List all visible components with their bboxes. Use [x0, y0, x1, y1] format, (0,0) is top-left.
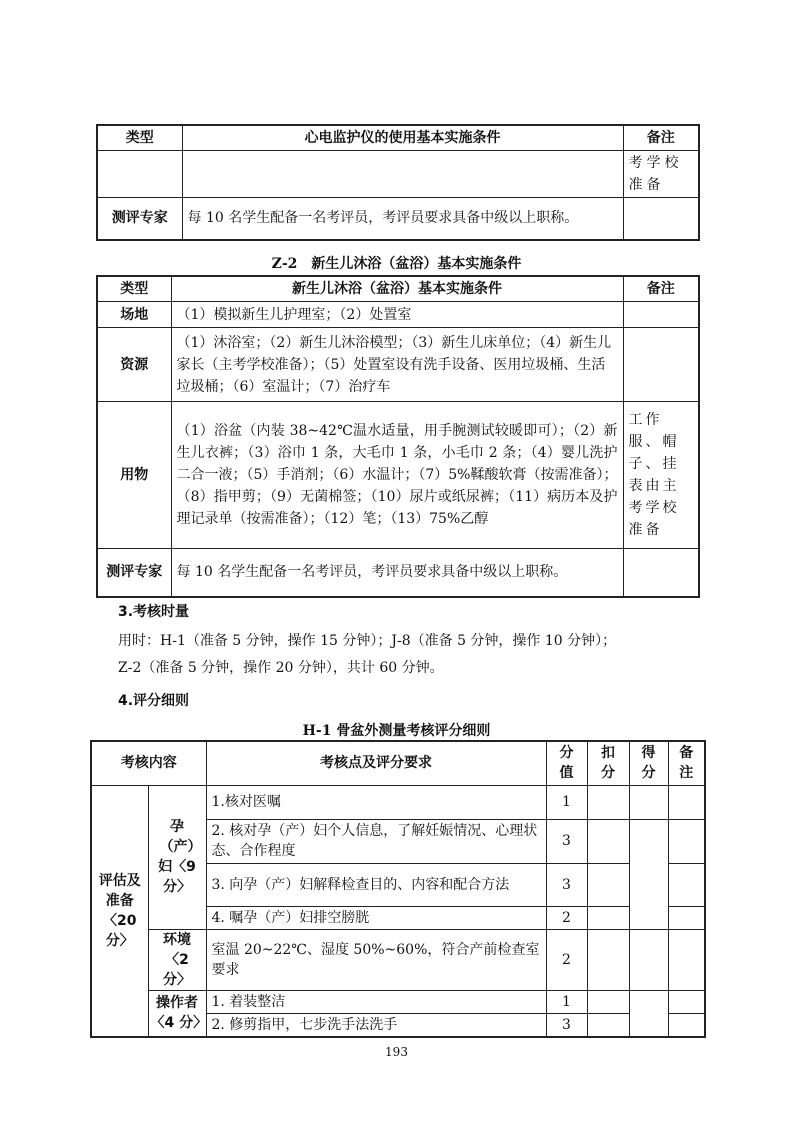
section3-line2: Z-2（准备 5 分钟，操作 20 分钟），共计 60 分钟。	[118, 660, 444, 676]
section4-heading: 4.评分细则	[118, 693, 190, 709]
header-note: 备注	[668, 741, 705, 785]
subgroup-cell: 操作者〈4 分〉	[148, 990, 206, 1037]
page-number: 193	[385, 1045, 408, 1059]
z2-title: Z-2 新生儿沐浴（盆浴）基本实施条件	[271, 256, 522, 272]
table-row: 用物 （1）浴盆（内装 38~42℃温水适量，用手腕测试较暖即可）；（2）新生儿衣裤；（3）浴巾 1 条，大毛巾 1 条，小毛巾 2 条；（4）婴儿洗护二合一液；（5）手消剂；（6）水温计；（7）5%鞣酸软膏（按需准备）；（8）指甲剪；（9）无菌棉签；（10）尿片或纸尿裤；（11）病历本及护理记录单（按需准备）；（12）笔；（13）75%乙醇 工作服、帽子、挂表由主考学校准备	[97, 402, 699, 549]
section3-line1: 用时：H-1（准备 5 分钟，操作 15 分钟）；J-8（准备 5 分钟，操作 10 分钟）；	[118, 633, 617, 649]
header-score: 分值	[546, 741, 587, 785]
header-type: 类型	[97, 276, 171, 302]
group-cell: 评估及准备〈20 分〉	[91, 785, 148, 1037]
table-row: 3. 向孕（产）妇解释检查目的、内容和配合方法 3	[91, 863, 705, 906]
table-row: 环境〈2 分〉 室温 20~22℃、湿度 50%~60%，符合产前检查室要求 2	[91, 929, 705, 990]
table-row: 2. 核对孕（产）妇个人信息，了解妊娠情况、心理状态、合作程度 3	[91, 819, 705, 863]
table-h1-scoring	[90, 740, 706, 1038]
table-row: 2. 修剪指甲，七步洗手法洗手 3	[91, 1013, 705, 1037]
text-cell: 每 10 名学生配备一名考评员，考评员要求具备中级以上职称。	[182, 198, 623, 240]
h1-title: H-1 骨盆外测量考核评分细则	[302, 723, 491, 739]
table-row: 资源 （1）沐浴室；（2）新生儿沐浴模型；（3）新生儿床单位；（4）新生儿家长（主考学校准备）；（5）处置室设有洗手设备、医用垃圾桶、生活垃圾桶；（6）室温计；（7）治疗车	[97, 328, 699, 402]
header-type: 类型	[97, 125, 182, 151]
table-row: 评估及准备〈20 分〉 孕（产）妇〈9 分〉 1.核对医嘱 1	[91, 785, 705, 819]
header-note: 备注	[623, 276, 699, 302]
header-deduct: 扣分	[587, 741, 629, 785]
type-cell: 测评专家	[97, 198, 182, 240]
header-content: 考核内容	[91, 741, 206, 785]
note-cell: 考学校准备	[623, 151, 699, 198]
table-row: 4. 嘱孕（产）妇排空膀胱 2	[91, 906, 705, 929]
table-row: 场地 （1）模拟新生儿护理室；（2）处置室	[97, 302, 699, 328]
table-row: 操作者〈4 分〉 1. 着装整洁 1	[91, 990, 705, 1013]
header-conditions: 新生儿沐浴（盆浴）基本实施条件	[171, 276, 623, 302]
section3-heading: 3.考核时量	[118, 604, 190, 620]
table-row: 测评专家 每 10 名学生配备一名考评员，考评员要求具备中级以上职称。	[97, 549, 699, 597]
table-z2-conditions	[96, 275, 700, 598]
subgroup-cell: 孕（产）妇〈9 分〉	[148, 785, 206, 929]
header-note: 备注	[623, 125, 699, 151]
header-conditions: 心电监护仪的使用基本实施条件	[182, 125, 623, 151]
table-ecg-conditions	[96, 124, 700, 241]
header-requirements: 考核点及评分要求	[206, 741, 546, 785]
subgroup-cell: 环境〈2 分〉	[148, 929, 206, 990]
header-got: 得分	[629, 741, 668, 785]
